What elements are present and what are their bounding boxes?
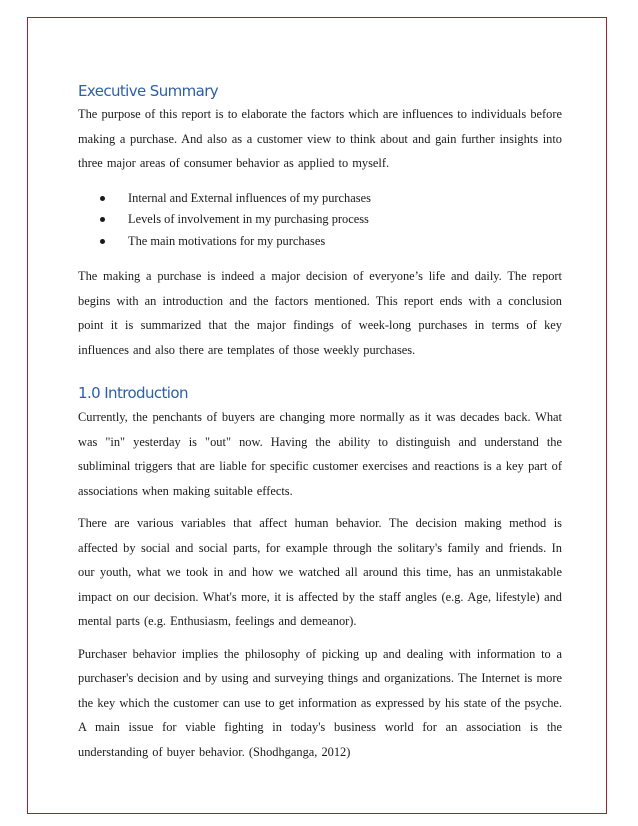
bullet-text: The main motivations for my purchases xyxy=(128,233,326,248)
list-item xyxy=(100,188,562,210)
executive-summary-paragraph-1: The purpose of this report is to elaborate the factors which are influences to individuals before making a purchase. And also as a customer view to think about and gain further insights into three major areas of consumer behavior as applied to myself. xyxy=(78,107,562,170)
introduction-heading: 1.0 Introduction xyxy=(78,384,188,402)
introduction-paragraph-3: Purchaser behavior implies the philosophy of picking up and dealing with information to a purchaser's decision and by using and surveying things and organizations. The Internet is more the key which the customer can use to get information as expressed by his state of the psyche. A main issue for viable fighting in today's business world for an association is the understanding of buyer behavior. (Shodhganga, 2012) xyxy=(78,646,562,759)
bullet-text: Internal and External influences of my purchases xyxy=(128,190,371,205)
executive-summary-heading: Executive Summary xyxy=(78,82,219,100)
introduction-paragraph-2: There are various variables that affect human behavior. The decision making method is affected by social and social parts, for example through the solitary's family and friends. In our youth, what we took in and how we watched all around this time, has an unmistakable impact on our decision. What's more, it is affected by the staff angles (e.g. Age, lifestyle) and mental parts (e.g. Enthusiasm, feelings and demeanor). xyxy=(78,516,562,628)
bullet-text: Levels of involvement in my purchasing process xyxy=(128,212,369,226)
list-item xyxy=(100,209,562,231)
executive-summary-paragraph-2: The making a purchase is indeed a major decision of everyone’s life and daily. The report begins with an introduction and the factors mentioned. This report ends with a conclusion point it is summarized that the major findings of week-long purchases in terms of key influences and also there are templates of those weekly purchases. xyxy=(78,269,562,357)
bullet-icon xyxy=(100,217,105,222)
introduction-paragraph-1: Currently, the penchants of buyers are changing more normally as it was decades back. What was "in" yesterday is "out" now. Having the ability to distinguish and understand the subliminal triggers that are liable for specific customer exercises and reactions is a key part of associations when making suitable effects. xyxy=(78,410,562,498)
bullet-icon xyxy=(100,239,105,244)
bullet-icon xyxy=(100,196,105,201)
document-body xyxy=(78,70,562,764)
bullet-list xyxy=(78,188,562,253)
list-item xyxy=(100,231,562,253)
